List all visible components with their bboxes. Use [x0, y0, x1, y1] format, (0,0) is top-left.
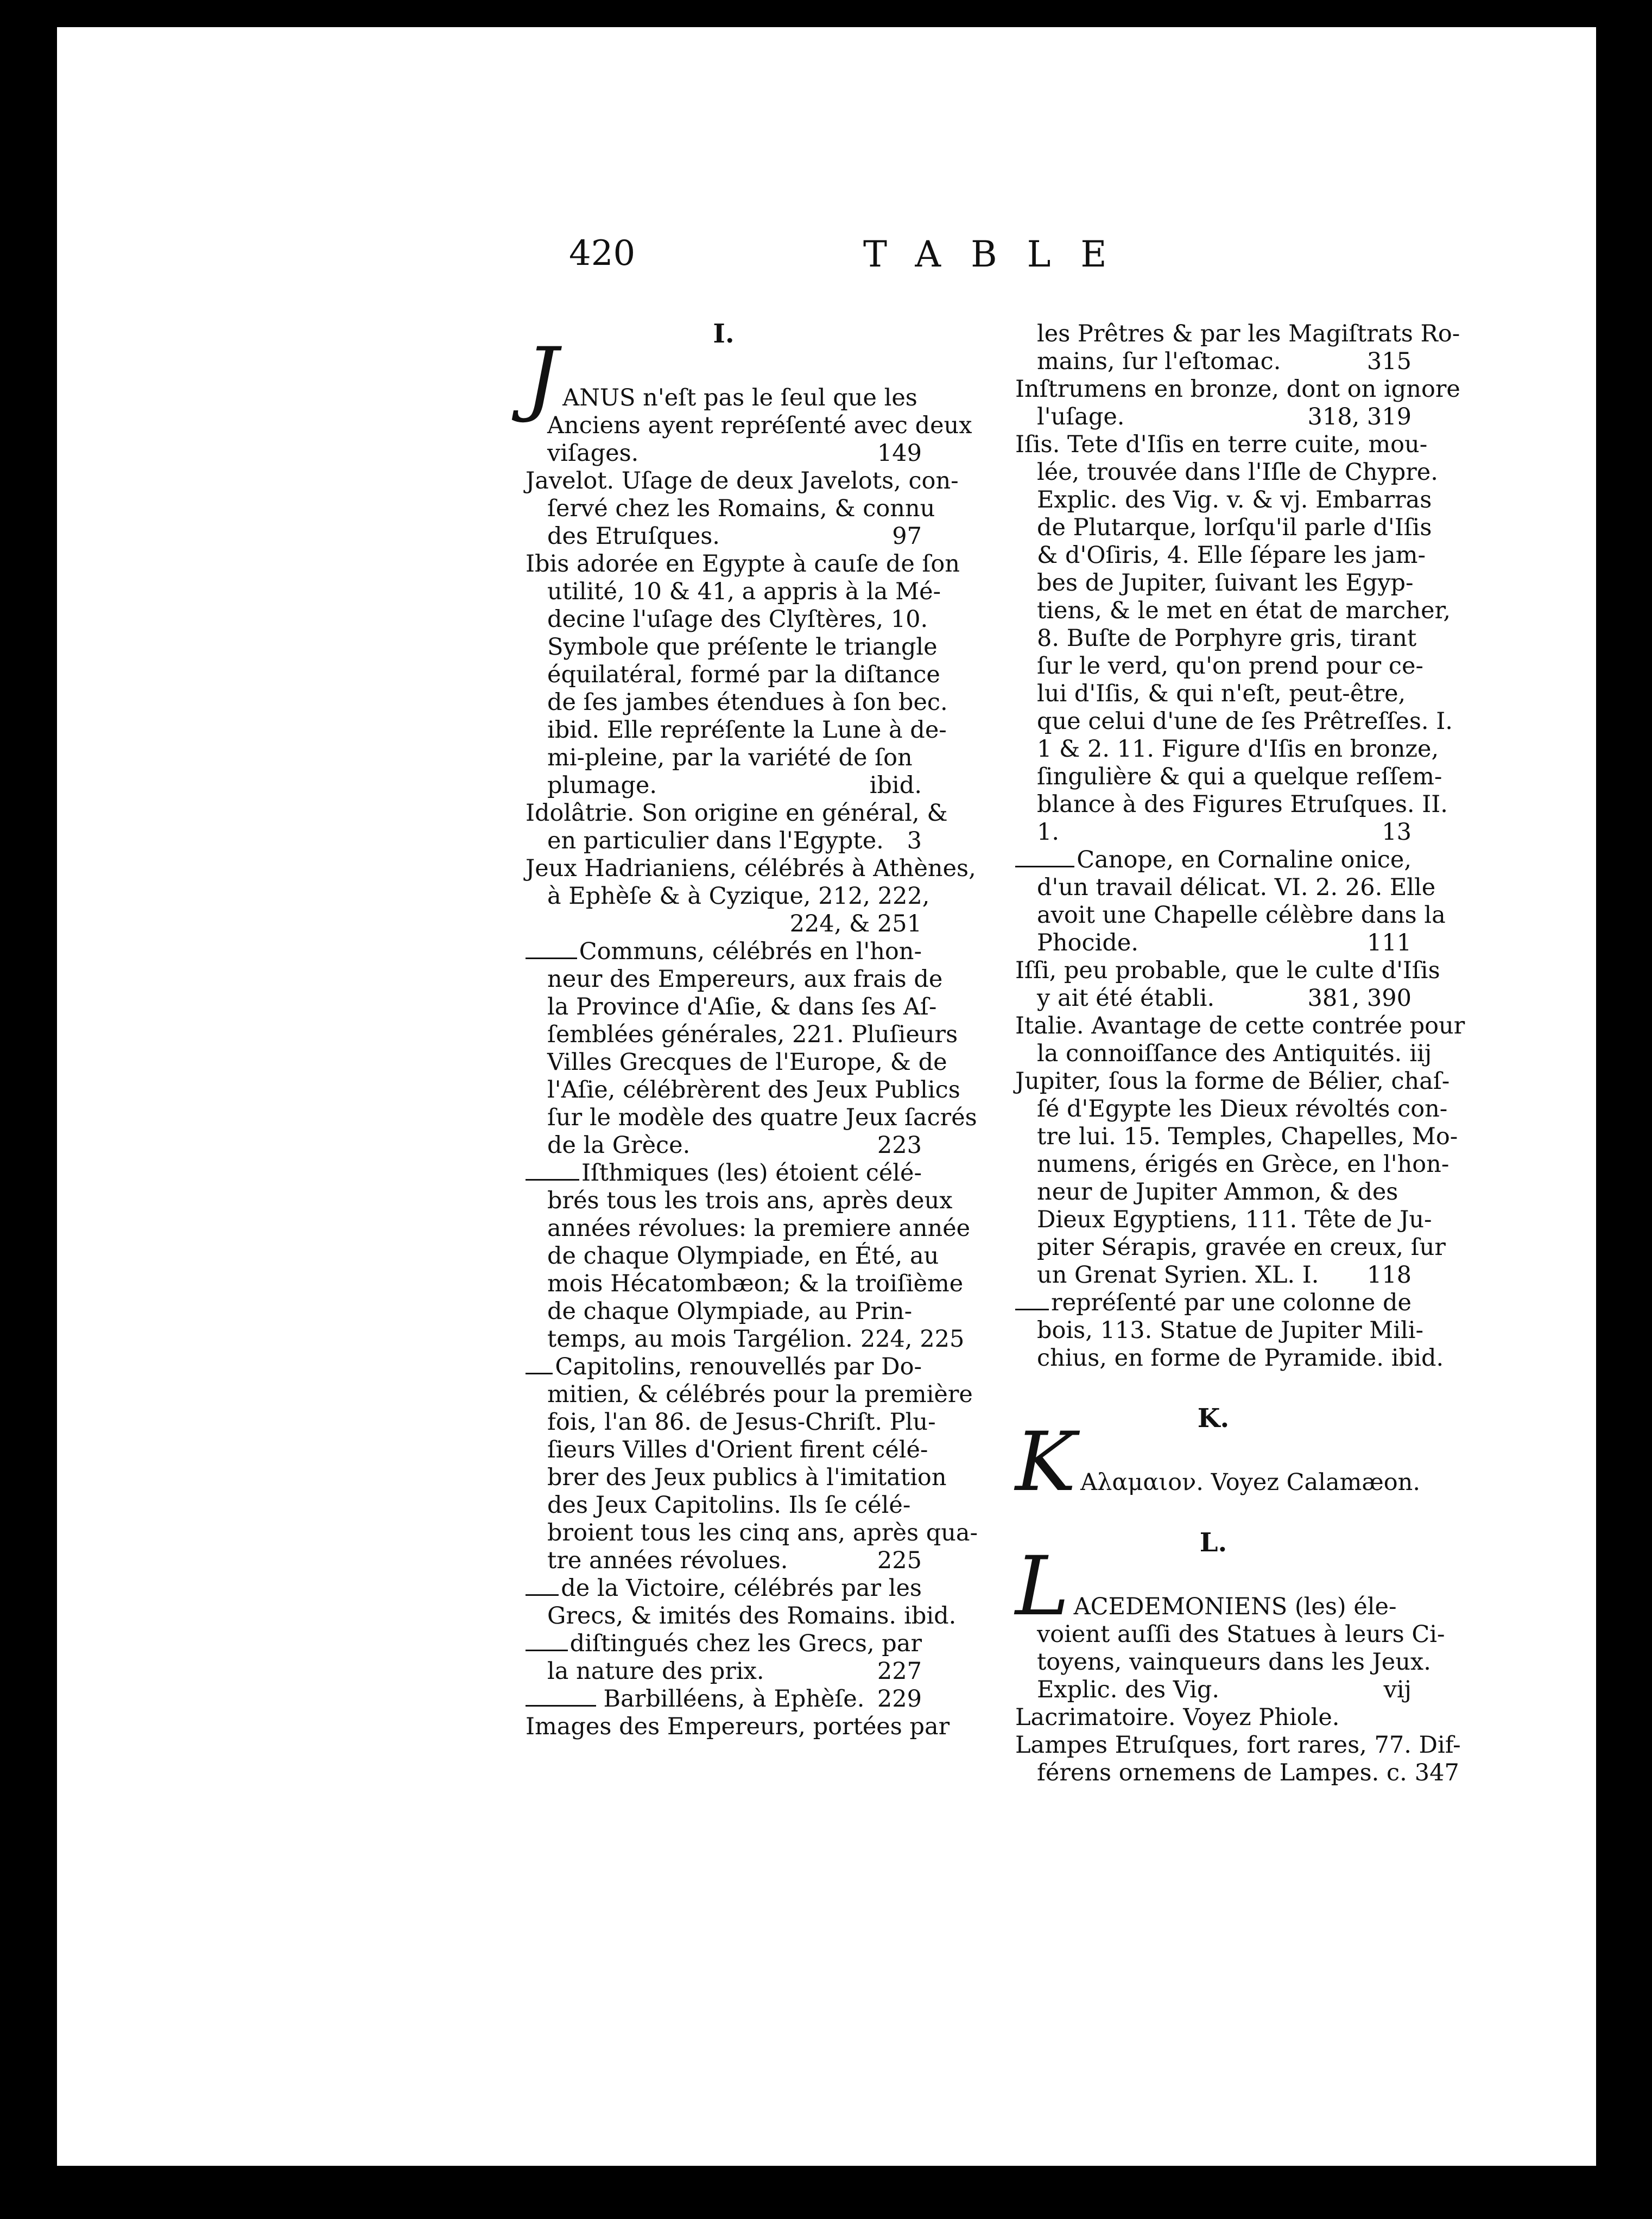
entry-text: de chaque Olympiade, au Prin- — [547, 1298, 913, 1325]
page-ref: 97 — [892, 523, 922, 550]
entry-text: que celui d'une de ſes Prêtreſſes. I. — [1037, 708, 1453, 735]
entry-lampes — [1015, 1732, 1461, 1759]
entry-text: la nature des prix. — [547, 1658, 764, 1685]
page-refs: 224, & 251 — [789, 910, 922, 937]
entry-text: tre lui. 15. Temples, Chapelles, Mo- — [1037, 1123, 1458, 1150]
index-line — [526, 1658, 922, 1685]
entry-text: de chaque Olympiade, en Été, au — [547, 1242, 939, 1270]
index-line — [526, 1076, 960, 1104]
entry-text: avoit une Chapelle célèbre dans la — [1037, 902, 1446, 929]
entry-text: Dieux Egyptiens, 111. Tête de Ju- — [1037, 1206, 1432, 1233]
index-line — [526, 1436, 928, 1464]
ditto-dash — [526, 1650, 568, 1651]
index-line — [1015, 1261, 1412, 1289]
page-ref: 347 — [1414, 1759, 1459, 1786]
index-line — [526, 633, 938, 661]
entry-text: fois, l'an 86. de Jesus-Chriſt. Plu- — [547, 1409, 936, 1436]
index-line — [1015, 791, 1448, 819]
entry-idolatrie — [526, 800, 948, 827]
index-line — [1015, 1151, 1450, 1178]
entry-text: années révolues: la premiere année — [547, 1215, 971, 1242]
page-ref: iij — [1409, 1040, 1432, 1067]
section-heading-i — [526, 320, 922, 348]
index-line — [1015, 902, 1446, 929]
drop-capital: J — [526, 331, 559, 425]
entry-text: ſé d'Egypte les Dieux révoltés con- — [1037, 1095, 1448, 1123]
entry-text: ſur le modèle des quatre Jeux ſacrés — [547, 1104, 977, 1131]
entry-text: brés tous les trois ans, après deux — [547, 1187, 953, 1214]
entry-text: ſervé chez les Romains, & connu — [547, 495, 935, 522]
book-page — [57, 27, 1596, 2166]
entry-text: de ſes jambes étendues à ſon bec. — [547, 689, 948, 716]
entry-text: Grecs, & imités des Romains. — [547, 1602, 897, 1630]
index-line — [1015, 542, 1426, 569]
ditto-dash — [1015, 1309, 1049, 1310]
entry-text: ſingulière & qui a quelque reſſem- — [1037, 763, 1442, 790]
index-line — [1015, 1123, 1458, 1151]
index-line — [526, 1270, 964, 1298]
page-ref: 118 — [1366, 1261, 1412, 1289]
index-line — [1015, 1040, 1432, 1068]
page-ref: 149 — [877, 440, 922, 467]
entry-text: de la Victoire, célébrés par les — [561, 1575, 922, 1602]
index-line — [526, 440, 922, 467]
entry-text: 8. Buſte de Porphyre gris, tirant — [1037, 625, 1417, 652]
entry-text: neur des Empereurs, aux frais de — [547, 966, 943, 993]
index-line — [1015, 348, 1412, 376]
index-line — [1015, 1345, 1444, 1372]
entry-text: Explic. des Vig. — [1037, 1676, 1220, 1703]
entry-text: Images des Empereurs, portées par — [526, 1713, 950, 1740]
entry-text: y ait été établi. — [1037, 985, 1215, 1012]
entry-text: Αλαμαιον. Voyez Calamæon. — [1080, 1469, 1421, 1496]
index-line — [1015, 680, 1412, 708]
entry-text: Iſſi, peu probable, que le culte d'Iſis — [1015, 957, 1440, 984]
ditto-dash — [526, 1179, 579, 1181]
entry-text: decine l'uſage des Clyſtères, 10. — [547, 606, 928, 633]
index-line — [526, 1132, 922, 1159]
entry-text: ANUS n'eſt pas le ſeul que les — [562, 384, 917, 411]
entry-lacedemoniens — [1015, 1539, 1412, 1634]
entry-text: bes de Jupiter, ſuivant les Egyp- — [1037, 569, 1414, 597]
entry-text: Explic. des Vig. v. & vj. Embarras — [1037, 486, 1432, 513]
entry-text: Ibis adorée en Egypte à cauſe de ſon — [526, 550, 960, 578]
entry-text: Lampes Etruſques, fort rares, 77. Dif- — [1015, 1732, 1461, 1759]
page-ref: ibid. — [1391, 1345, 1444, 1372]
index-line — [526, 1409, 936, 1436]
index-line — [526, 1602, 957, 1630]
entry-text: Inſtrumens en bronze, dont on ignore — [1015, 376, 1460, 403]
index-line — [1015, 819, 1412, 846]
entry-text: diſtingués chez les Grecs, par — [569, 1630, 922, 1657]
index-line — [526, 1575, 922, 1602]
page-number: 420 — [569, 233, 636, 274]
entry-text: ſemblées générales, 221. Pluſieurs — [547, 1021, 958, 1048]
index-line — [1015, 1649, 1431, 1676]
index-line — [1015, 403, 1412, 431]
entry-text: des Jeux Capitolins. Ils ſe célé- — [547, 1492, 911, 1519]
index-line — [526, 661, 940, 689]
index-line — [526, 1215, 971, 1242]
index-line — [526, 1242, 939, 1270]
index-line — [1015, 846, 1412, 874]
ditto-dash — [1015, 866, 1074, 867]
page-ref: ibid. — [904, 1602, 957, 1630]
entry-text: Communs, célébrés en l'hon- — [579, 938, 922, 965]
page-title: TABLE — [863, 233, 1137, 275]
entry-text: utilité, 10 & 41, a appris à la Mé- — [547, 578, 941, 605]
page-ref: 3 — [907, 827, 922, 854]
drop-capital: L — [1015, 1539, 1069, 1634]
entry-issi — [1015, 957, 1440, 985]
entry-jupiter — [1015, 1068, 1450, 1095]
entry-javelot — [526, 467, 959, 495]
entry-text: la Province d'Aſie, & dans ſes Aſ- — [547, 993, 937, 1020]
entry-lacrimatoire — [1015, 1704, 1412, 1732]
ditto-dash — [526, 1373, 553, 1374]
entry-text: ACEDEMONIENS (les) éle- — [1073, 1593, 1397, 1620]
index-line — [1015, 1289, 1412, 1317]
index-line — [526, 883, 930, 910]
index-line — [1015, 736, 1439, 763]
entry-instrumens — [1015, 376, 1460, 403]
entry-text: ſieurs Villes d'Orient firent célé- — [547, 1436, 928, 1463]
index-line — [526, 827, 922, 855]
index-line — [1015, 1317, 1424, 1345]
index-line — [526, 689, 948, 717]
index-line — [1015, 1206, 1432, 1234]
entry-text: Phocide. — [1037, 929, 1138, 956]
index-line — [526, 412, 972, 440]
index-line — [526, 1353, 922, 1381]
index-line — [1015, 763, 1442, 791]
page-ref: 13 — [1382, 819, 1412, 846]
page-ref: ibid. — [869, 772, 922, 799]
entry-text: Javelot. Uſage de deux Javelots, con- — [526, 467, 959, 494]
index-line — [1015, 1178, 1412, 1206]
entry-text: Jupiter, ſous la forme de Bélier, chaſ- — [1015, 1068, 1450, 1095]
index-line — [526, 1049, 947, 1076]
entry-text: tiens, & le met en état de marcher, — [1037, 597, 1451, 624]
entry-text: chius, en forme de Pyramide. — [1037, 1345, 1384, 1372]
index-line — [1015, 874, 1436, 902]
entry-text: Villes Grecques de l'Europe, & de — [547, 1049, 947, 1076]
index-line — [1015, 597, 1451, 625]
page-ref: 224, 225 — [860, 1326, 965, 1353]
entry-images — [526, 1713, 950, 1741]
index-line — [1015, 320, 1460, 348]
entry-text: Jeux Hadrianiens, célébrés à Athènes, — [526, 855, 976, 882]
page-ref: 315 — [1366, 348, 1412, 375]
entry-text: voient auſſi des Statues à leurs Ci- — [1037, 1621, 1445, 1648]
index-line — [1015, 1621, 1445, 1649]
entry-text: mains, ſur l'eſtomac. — [1037, 348, 1281, 375]
entry-text: de la Grèce. — [547, 1132, 691, 1159]
entry-text: ibid. Elle repréſente la Lune à de- — [547, 717, 947, 744]
index-line — [526, 1021, 958, 1049]
entry-text: mois Hécatombæon; & la troiſième — [547, 1270, 964, 1297]
index-line — [526, 1298, 922, 1326]
index-line — [526, 1159, 922, 1187]
entry-text: l'uſage. — [1037, 403, 1125, 430]
entry-text: mitien, & célébrés pour la première — [547, 1381, 973, 1408]
left-column — [526, 319, 978, 1741]
entry-text: broient tous les cinq ans, après qua- — [547, 1519, 978, 1546]
entry-text: brer des Jeux publics à l'imitation — [547, 1464, 947, 1491]
entry-text: repréſenté par une colonne de — [1051, 1289, 1412, 1316]
entry-text: à Ephèſe & à Cyzique, 212, 222, — [547, 883, 930, 910]
index-line — [526, 495, 935, 523]
index-line — [1015, 985, 1412, 1012]
index-line — [1015, 1676, 1412, 1704]
entry-kalamaion — [1015, 1415, 1421, 1510]
entry-text: Anciens ayent repréſenté avec deux — [547, 412, 972, 439]
index-line — [526, 1464, 947, 1492]
entry-text: plumage. — [547, 772, 657, 799]
entry-text: en particulier dans l'Egypte. — [547, 827, 884, 854]
spacer — [1015, 1372, 1412, 1405]
index-line — [526, 993, 937, 1021]
entry-text: 1. — [1037, 819, 1060, 846]
entry-text: un Grenat Syrien. XL. I. — [1037, 1261, 1319, 1289]
entry-text: Lacrimatoire. Voyez Phiole. — [1015, 1704, 1340, 1731]
page-ref: 227 — [877, 1658, 922, 1685]
entry-text: temps, au mois Targélion. — [547, 1326, 853, 1353]
entry-text: Italie. Avantage de cette contrée pour — [1015, 1012, 1465, 1039]
entry-text: des Etruſques. — [547, 523, 720, 550]
entry-text: d'un travail délicat. VI. 2. 26. Elle — [1037, 874, 1436, 901]
index-line — [1015, 652, 1423, 680]
page-ref: 225 — [877, 1547, 922, 1574]
entry-text: Iſthmiques (les) étoient célé- — [581, 1159, 922, 1187]
entry-jeux — [526, 855, 976, 883]
entry-text: mi-pleine, par la variété de ſon — [547, 744, 913, 771]
entry-text: Capitolins, renouvellés par Do- — [555, 1353, 922, 1380]
index-line — [526, 1492, 922, 1519]
page-ref: 111 — [1366, 929, 1412, 956]
index-line — [526, 717, 947, 744]
page-ref: 381, 390 — [1307, 985, 1412, 1012]
index-line — [1015, 1095, 1448, 1123]
entry-isis — [1015, 431, 1428, 459]
index-line — [1015, 459, 1438, 486]
entry-text: 1 & 2. 11. Figure d'Iſis en bronze, — [1037, 736, 1439, 763]
section-letter: L. — [1199, 1527, 1227, 1558]
entry-italie — [1015, 1012, 1465, 1040]
entry-text: Symbole que préſente le triangle — [547, 633, 938, 661]
entry-text: Barbilléens, à Ephèſe. — [603, 1685, 865, 1713]
entry-text: Iſis. Tete d'Iſis en terre cuite, mou- — [1015, 431, 1428, 458]
index-line — [1015, 625, 1417, 652]
index-line — [526, 772, 922, 800]
entry-text: férens ornemens de Lampes. c. — [1037, 1759, 1407, 1786]
index-line — [1015, 929, 1412, 957]
index-line — [526, 744, 922, 772]
index-line — [1015, 486, 1432, 514]
entry-text: piter Sérapis, gravée en creux, ſur — [1037, 1234, 1446, 1261]
section-heading-l — [1015, 1529, 1412, 1557]
entry-text: l'Aſie, célébrèrent des Jeux Publics — [547, 1076, 960, 1104]
ditto-dash — [526, 958, 577, 959]
ditto-dash — [526, 1594, 559, 1596]
ditto-dash — [526, 1705, 596, 1707]
entry-text: ſur le verd, qu'on prend pour ce- — [1037, 652, 1423, 680]
index-line — [526, 1326, 965, 1353]
index-line — [1015, 514, 1432, 542]
entry-text: toyens, vainqueurs dans les Jeux. — [1037, 1649, 1431, 1676]
index-line — [526, 1519, 978, 1547]
entry-text: viſages. — [547, 440, 639, 467]
section-letter: K. — [1197, 1403, 1230, 1434]
entry-text: lée, trouvée dans l'Iſle de Chypre. — [1037, 459, 1438, 486]
page-ref: 318, 319 — [1307, 403, 1412, 430]
entry-text: blance à des Figures Etruſques. II. — [1037, 791, 1448, 818]
index-line — [526, 938, 922, 966]
entry-text: équilatéral, formé par la diſtance — [547, 661, 940, 688]
entry-text: neur de Jupiter Ammon, & des — [1037, 1178, 1398, 1206]
page-ref: 223 — [877, 1132, 922, 1159]
index-line — [526, 606, 928, 633]
entry-text: & d'Oſiris, 4. Elle ſépare les jam- — [1037, 542, 1426, 569]
index-line — [526, 1104, 977, 1132]
index-line — [1015, 708, 1453, 736]
entry-text: Canope, en Cornaline onice, — [1077, 846, 1412, 873]
index-line — [1015, 1759, 1459, 1787]
index-line — [1015, 569, 1412, 597]
entry-text: numens, érigés en Grèce, en l'hon- — [1037, 1151, 1450, 1178]
index-line — [526, 578, 941, 606]
entry-text: Idolâtrie. Son origine en général, & — [526, 800, 948, 827]
entry-ibis — [526, 550, 960, 578]
section-letter: I. — [713, 319, 735, 349]
entry-text: lui d'Iſis, & qui n'eſt, peut-être, — [1037, 680, 1406, 707]
entry-text: de Plutarque, lorſqu'il parle d'Iſis — [1037, 514, 1432, 541]
index-line — [526, 523, 922, 550]
index-line — [526, 1187, 953, 1215]
entry-text: bois, 113. Statue de Jupiter Mili- — [1037, 1317, 1424, 1344]
page-ref: vij — [1383, 1676, 1412, 1703]
index-line — [526, 1630, 922, 1658]
index-line — [1015, 1234, 1446, 1261]
entry-text: les Prêtres & par les Magiſtrats Ro- — [1037, 320, 1460, 347]
index-line — [526, 966, 943, 993]
entry-text: la connoiſſance des Antiquités. — [1037, 1040, 1402, 1067]
drop-capital: K — [1015, 1415, 1077, 1510]
entry-text: tre années révolues. — [547, 1547, 788, 1574]
index-line — [526, 1381, 973, 1409]
entry-janus — [526, 331, 922, 425]
index-line — [526, 910, 922, 938]
index-line — [526, 1547, 922, 1575]
page-ref: 229 — [877, 1685, 922, 1713]
index-line — [526, 1685, 922, 1713]
right-column — [1015, 320, 1465, 1787]
